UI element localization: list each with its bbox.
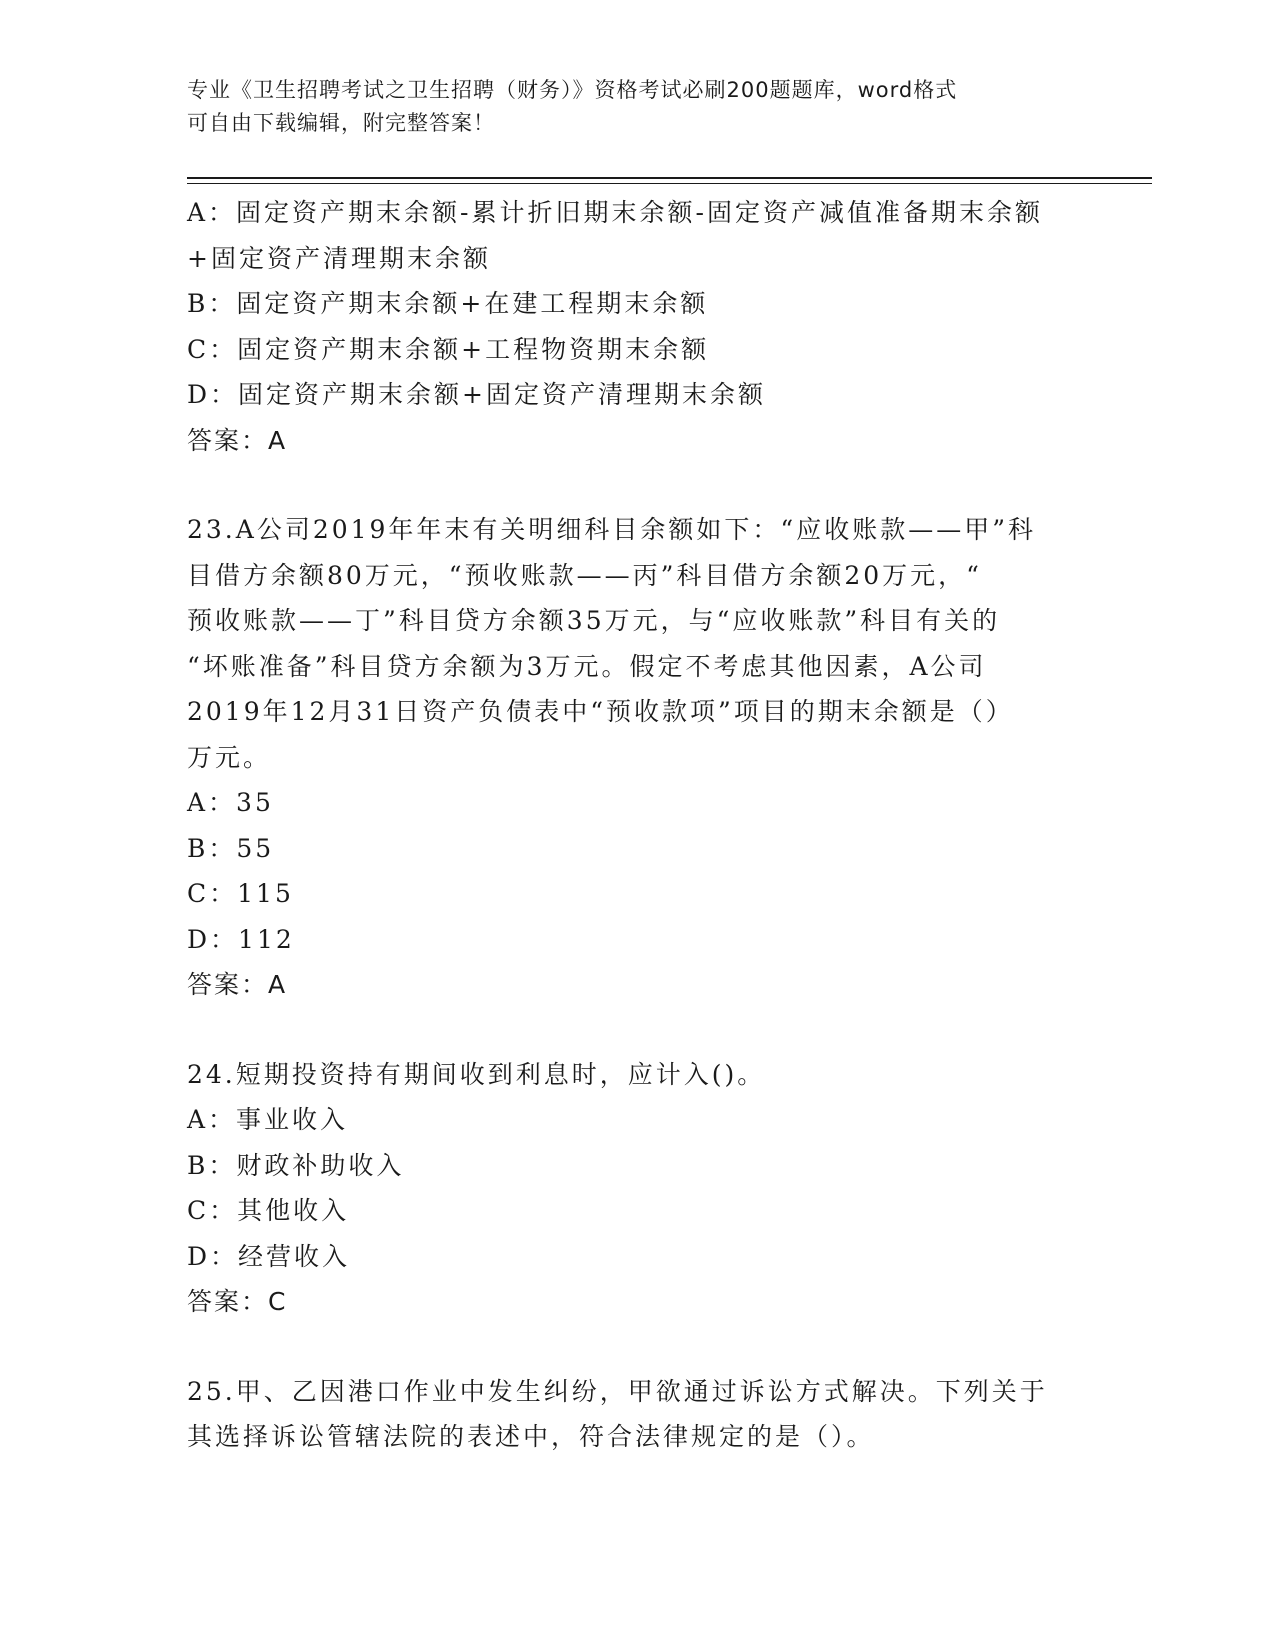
question-23 [187, 507, 1087, 1008]
q23-stem-line-3: 预收账款——丁”科目贷方余额35万元，与“应收账款”科目有关的 [187, 606, 1001, 635]
q23-stem-line-1: 23.A公司2019年年末有关明细科目余额如下：“应收账款——甲”科 [187, 515, 1036, 544]
q24-stem: 24.短期投资持有期间收到利息时，应计入()。 [187, 1059, 766, 1089]
question-25 [187, 1369, 1087, 1460]
q23-stem-line-4: “坏账准备”科目贷方余额为3万元。假定不考虑其他因素，A公司 [187, 651, 987, 681]
q22-option-d: D：固定资产期末余额+固定资产清理期末余额 [187, 380, 766, 409]
q22-answer: 答案：A [187, 425, 288, 455]
q22-option-a-line-2: +固定资产清理期末余额 [187, 243, 491, 273]
document-header [187, 74, 1067, 140]
q23-answer: 答案：A [187, 970, 288, 999]
q23-option-b: B：55 [187, 833, 275, 863]
q24-option-d: D：经营收入 [187, 1241, 351, 1271]
q23-option-c: C：115 [187, 879, 294, 908]
q23-stem-line-2: 目借方余额80万元，“预收账款——丙”科目借方余额20万元，“ [187, 560, 982, 590]
q22-option-a-line-1: A：固定资产期末余额-累计折旧期末余额-固定资产减值准备期末余额 [187, 198, 1043, 227]
q22-option-c: C：固定资产期末余额+工程物资期末余额 [187, 334, 710, 364]
q25-stem-line-2: 其选择诉讼管辖法院的表述中，符合法律规定的是（）。 [187, 1422, 875, 1451]
header-line-2: 可自由下载编辑，附完整答案！ [187, 111, 495, 135]
header-divider-thin [187, 183, 1152, 184]
spacer [187, 463, 1087, 507]
q23-stem-line-6: 万元。 [187, 742, 272, 772]
q24-option-b: B：财政补助收入 [187, 1150, 405, 1180]
question-24 [187, 1052, 1087, 1325]
q24-option-c: C：其他收入 [187, 1196, 350, 1225]
spacer [187, 1325, 1087, 1369]
q24-option-a: A：事业收入 [187, 1105, 349, 1134]
q23-option-a: A：35 [187, 788, 274, 817]
header-line-1: 专业《卫生招聘考试之卫生招聘（财务）》资格考试必刷200题题库，word格式 [187, 78, 958, 102]
question-22 [187, 190, 1087, 463]
q23-stem-line-5: 2019年12月31日资产负债表中“预收款项”项目的期末余额是（） [187, 697, 1014, 726]
q23-option-d: D：112 [187, 924, 295, 954]
q24-answer: 答案：C [187, 1287, 288, 1316]
header-divider-thick [187, 177, 1152, 179]
spacer [187, 1008, 1087, 1052]
document-body [187, 190, 1087, 1460]
q25-stem-line-1: 25.甲、乙因港口作业中发生纠纷，甲欲通过诉讼方式解决。下列关于 [187, 1376, 1048, 1406]
q22-option-b: B：固定资产期末余额+在建工程期末余额 [187, 289, 709, 318]
